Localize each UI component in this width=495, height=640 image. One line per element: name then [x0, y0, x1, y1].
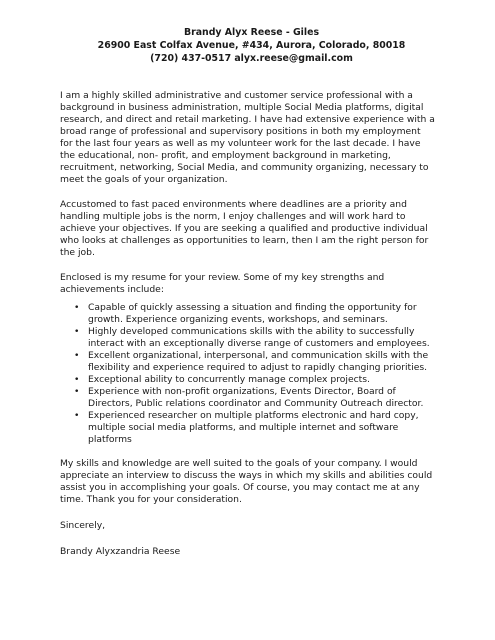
list-item-text: Highly developed communications skills with the ability to successfully interact with an exceptionally diverse range of customers and employees. — [88, 326, 430, 349]
list-item — [74, 302, 435, 326]
sender-address: 26900 East Colfax Avenue, #434, Aurora, Colorado, 80018 — [97, 40, 406, 51]
bullet-icon: • — [74, 326, 80, 337]
strengths-intro-paragraph: Enclosed is my resume for your review. Some of my key strengths and achievements include: — [60, 272, 385, 295]
list-item — [74, 350, 435, 374]
intro-paragraph: I am a highly skilled administrative and customer service professional with a background in business administration, multiple Social Media platforms, digital research, and direct and retail marketing. I have had extensive experience with a broad range of professional and supervisory positions in both my employment for the last four years as well as my volunteer work for the last decade. I have the educational, non- profit, and employment background in marketing, recruitment, networking, Social Media, and community organizing, necessary to meet the goals of your organization. — [60, 90, 435, 185]
sign-off: Sincerely, — [60, 520, 106, 531]
list-item-text: Excellent organizational, interpersonal, and communication skills with the flexibility and experience required to adjust to rapidly changing priorities. — [88, 350, 429, 373]
list-item — [74, 326, 435, 350]
list-item — [74, 410, 435, 446]
sender-name: Brandy Alyx Reese - Giles — [183, 27, 320, 38]
strengths-list — [60, 302, 435, 446]
bullet-icon: • — [74, 302, 80, 313]
list-item-text: Exceptional ability to concurrently manage complex projects. — [88, 374, 370, 385]
list-item-text: Experience with non-profit organizations, Events Director, Board of Directors, Public relations coordinator and Community Outreach director. — [88, 386, 424, 409]
bullet-icon: • — [74, 374, 80, 385]
list-item-text: Capable of quickly assessing a situation and finding the opportunity for growth. Experience organizing events, workshops, and seminars. — [88, 302, 417, 325]
bullet-icon: • — [74, 386, 80, 397]
bullet-icon: • — [74, 350, 80, 361]
closing-paragraph: My skills and knowledge are well suited to the goals of your company. I would appreciate an interview to discuss the ways in which my skills and abilities could assist you in accomplishing your goals. Of course, you may contact me at any time. Thank you for your consideration. — [60, 458, 433, 505]
signature-name: Brandy Alyxzandria Reese — [60, 546, 181, 557]
work-style-paragraph: Accustomed to fast paced environments where deadlines are a priority and handling multiple jobs is the norm, I enjoy challenges and will work hard to achieve your objectives. If you are seeking a qualified and productive individual who looks at challenges as opportunities to learn, then I am the right person for the job. — [60, 199, 429, 258]
sender-contact: (720) 437-0517 alyx.reese@gmail.com — [150, 53, 353, 64]
list-item-text: Experienced researcher on multiple platforms electronic and hard copy, multiple social media platforms, and multiple internet and software platforms — [88, 410, 419, 445]
list-item — [74, 386, 435, 410]
letter-header — [60, 26, 435, 65]
list-item — [74, 374, 435, 386]
bullet-icon: • — [74, 410, 80, 421]
